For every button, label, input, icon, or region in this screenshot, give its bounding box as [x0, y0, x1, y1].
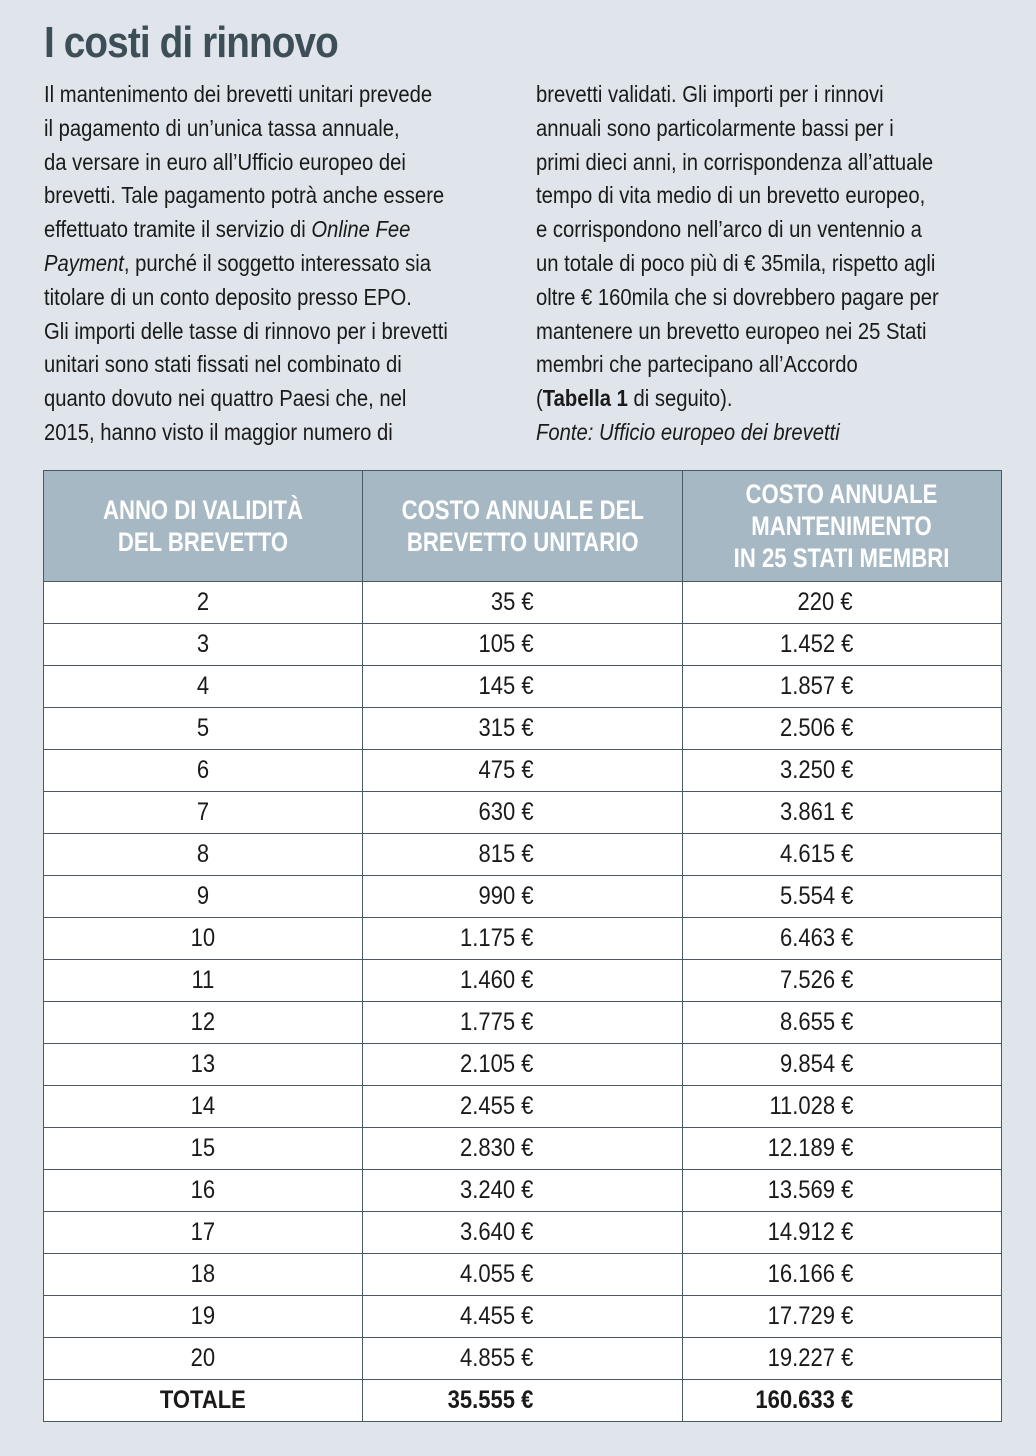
maintenance-cost-cell — [682, 1086, 1001, 1128]
page-title: I costi di rinnovo — [44, 18, 338, 67]
bold-text: Tabella 1 — [542, 385, 628, 412]
year-cell-text: 19 — [190, 1302, 216, 1330]
table-row — [44, 876, 1002, 918]
paragraph-line: il pagamento di un’unica tassa annuale, — [44, 114, 400, 141]
unitary-cost-cell-text: 1.775 € — [460, 1008, 534, 1036]
maintenance-cost-cell-text: 16.166 € — [767, 1260, 853, 1288]
year-cell — [44, 750, 363, 792]
year-cell — [44, 1086, 363, 1128]
renewal-fees-table — [43, 470, 1002, 1422]
unitary-cost-cell — [363, 792, 682, 834]
table-row — [44, 666, 1002, 708]
year-cell-text: 15 — [190, 1134, 216, 1162]
year-cell — [44, 666, 363, 708]
year-cell — [44, 918, 363, 960]
unitary-cost-cell-text: 990 € — [478, 882, 534, 910]
maintenance-cost-cell — [682, 624, 1001, 666]
maintenance-cost-cell-text: 1.857 € — [779, 672, 853, 700]
paragraph-line: da versare in euro all’Ufficio europeo dei — [44, 148, 406, 175]
year-cell-text: 12 — [190, 1008, 216, 1036]
maintenance-cost-cell-text: 7.526 € — [779, 966, 853, 994]
year-cell-text: 18 — [190, 1260, 216, 1288]
maintenance-cost-cell — [682, 918, 1001, 960]
year-cell — [44, 624, 363, 666]
unitary-cost-cell-text: 4.855 € — [460, 1344, 534, 1372]
year-cell — [44, 1128, 363, 1170]
maintenance-cost-cell — [682, 582, 1001, 624]
unitary-cost-cell — [363, 1212, 682, 1254]
maintenance-cost-cell-text: 6.463 € — [779, 924, 853, 952]
maintenance-cost-cell — [682, 1254, 1001, 1296]
maintenance-cost-cell — [682, 1128, 1001, 1170]
maintenance-cost-cell-text: 160.633 € — [755, 1386, 853, 1414]
year-cell-text: 9 — [197, 882, 210, 910]
year-cell — [44, 1212, 363, 1254]
maintenance-cost-cell-text: 5.554 € — [779, 882, 853, 910]
unitary-cost-cell-text: 2.830 € — [460, 1134, 534, 1162]
unitary-cost-cell-text: 145 € — [478, 672, 534, 700]
table-row — [44, 1170, 1002, 1212]
maintenance-cost-cell — [682, 1002, 1001, 1044]
paragraph-line: brevetti. Tale pagamento potrà anche essere — [44, 182, 445, 209]
maintenance-cost-cell-text: 14.912 € — [767, 1218, 853, 1246]
column-header — [44, 471, 363, 582]
paragraph-line — [536, 416, 1011, 450]
unitary-cost-cell — [363, 624, 682, 666]
year-cell-text: 8 — [197, 840, 210, 868]
table-row — [44, 750, 1002, 792]
paragraph-line: brevetti validati. Gli importi per i rinnovi — [536, 81, 884, 107]
table-row — [44, 1254, 1002, 1296]
column-header-text: COSTO ANNUALE MANTENIMENTO IN 25 STATI MEMBRI — [733, 479, 950, 573]
unitary-cost-cell-text: 1.460 € — [460, 966, 534, 994]
unitary-cost-cell — [363, 1086, 682, 1128]
unitary-cost-cell-text: 105 € — [478, 630, 534, 658]
year-cell-text: 3 — [197, 630, 210, 658]
unitary-cost-cell-text: 630 € — [478, 798, 534, 826]
unitary-cost-cell — [363, 1002, 682, 1044]
table-row — [44, 1128, 1002, 1170]
paragraph-line: (Tabella 1 di seguito). — [536, 385, 733, 412]
italic-text: Fonte: Ufficio europeo dei brevetti — [536, 418, 840, 445]
maintenance-cost-cell — [682, 1296, 1001, 1338]
article-column-left — [44, 78, 519, 450]
table-row — [44, 708, 1002, 750]
year-cell — [44, 582, 363, 624]
paragraph-line: Il mantenimento dei brevetti unitari prevede — [44, 81, 433, 107]
maintenance-cost-cell — [682, 1044, 1001, 1086]
unitary-cost-cell — [363, 1170, 682, 1212]
maintenance-cost-cell — [682, 1380, 1001, 1422]
unitary-cost-cell-text: 35 € — [490, 588, 534, 616]
year-cell-text: 7 — [197, 798, 210, 826]
unitary-cost-cell — [363, 708, 682, 750]
maintenance-cost-cell — [682, 834, 1001, 876]
table-header-row — [44, 471, 1002, 582]
unitary-cost-cell-text: 1.175 € — [460, 924, 534, 952]
maintenance-cost-cell — [682, 708, 1001, 750]
year-cell — [44, 1338, 363, 1380]
table-row — [44, 624, 1002, 666]
maintenance-cost-cell-text: 12.189 € — [767, 1134, 853, 1162]
year-cell — [44, 1044, 363, 1086]
table-row — [44, 834, 1002, 876]
unitary-cost-cell — [363, 1338, 682, 1380]
unitary-cost-cell-text: 4.055 € — [460, 1260, 534, 1288]
unitary-cost-cell — [363, 918, 682, 960]
unitary-cost-cell-text: 2.455 € — [460, 1092, 534, 1120]
italic-text: Payment — [44, 249, 124, 276]
maintenance-cost-cell-text: 2.506 € — [779, 714, 853, 742]
year-cell-text: 2 — [197, 588, 210, 616]
unitary-cost-cell — [363, 834, 682, 876]
maintenance-cost-cell-text: 4.615 € — [779, 840, 853, 868]
table-row — [44, 1296, 1002, 1338]
maintenance-cost-cell — [682, 750, 1001, 792]
maintenance-cost-cell-text: 3.250 € — [779, 756, 853, 784]
maintenance-cost-cell — [682, 1170, 1001, 1212]
paragraph-line: un totale di poco più di € 35mila, rispetto agli — [536, 249, 936, 276]
maintenance-cost-cell-text: 11.028 € — [768, 1092, 853, 1120]
paragraph-line: Gli importi delle tasse di rinnovo per i brevetti — [44, 317, 448, 344]
year-cell-text: 4 — [197, 672, 210, 700]
paragraph-line: e corrispondono nell’arco di un ventennio a — [536, 216, 922, 243]
paragraph-line: titolare di un conto deposito presso EPO. — [44, 283, 412, 310]
maintenance-cost-cell-text: 1.452 € — [779, 630, 853, 658]
unitary-cost-cell-text: 35.555 € — [448, 1386, 534, 1414]
year-cell-text: 10 — [190, 924, 216, 952]
table-row — [44, 918, 1002, 960]
table-row — [44, 582, 1002, 624]
unitary-cost-cell — [363, 1044, 682, 1086]
paragraph-line: tempo di vita medio di un brevetto europeo, — [536, 182, 926, 209]
year-cell — [44, 960, 363, 1002]
unitary-cost-cell — [363, 876, 682, 918]
unitary-cost-cell-text: 315 € — [478, 714, 534, 742]
italic-text: Online Fee — [311, 216, 411, 243]
year-cell — [44, 792, 363, 834]
maintenance-cost-cell-text: 17.729 € — [767, 1302, 853, 1330]
table-body — [44, 582, 1002, 1422]
total-row — [44, 1380, 1002, 1422]
unitary-cost-cell — [363, 750, 682, 792]
column-header — [682, 471, 1001, 582]
year-cell-text: 16 — [190, 1176, 216, 1204]
maintenance-cost-cell-text: 220 € — [797, 588, 853, 616]
year-cell-text: TOTALE — [160, 1386, 247, 1414]
year-cell-text: 11 — [191, 966, 215, 994]
maintenance-cost-cell — [682, 1212, 1001, 1254]
table-row — [44, 1086, 1002, 1128]
paragraph-line: Payment, purché il soggetto interessato sia — [44, 249, 432, 276]
column-header — [363, 471, 682, 582]
unitary-cost-cell-text: 4.455 € — [460, 1302, 534, 1330]
paragraph-line: annuali sono particolarmente bassi per i — [536, 114, 894, 141]
paragraph-line: effettuato tramite il servizio di Online Fee — [44, 216, 411, 243]
maintenance-cost-cell — [682, 666, 1001, 708]
table-row — [44, 1212, 1002, 1254]
unitary-cost-cell — [363, 960, 682, 1002]
unitary-cost-cell — [363, 1296, 682, 1338]
unitary-cost-cell — [363, 1380, 682, 1422]
unitary-cost-cell-text: 3.240 € — [460, 1176, 534, 1204]
maintenance-cost-cell-text: 3.861 € — [779, 798, 853, 826]
unitary-cost-cell — [363, 1254, 682, 1296]
unitary-cost-cell-text: 815 € — [478, 840, 534, 868]
maintenance-cost-cell-text: 8.655 € — [779, 1008, 853, 1036]
maintenance-cost-cell-text: 13.569 € — [767, 1176, 853, 1204]
year-cell — [44, 876, 363, 918]
year-cell — [44, 1170, 363, 1212]
unitary-cost-cell-text: 2.105 € — [460, 1050, 534, 1078]
maintenance-cost-cell — [682, 876, 1001, 918]
maintenance-cost-cell — [682, 1338, 1001, 1380]
unitary-cost-cell — [363, 1128, 682, 1170]
year-cell-text: 5 — [197, 714, 210, 742]
unitary-cost-cell — [363, 582, 682, 624]
table-row — [44, 1338, 1002, 1380]
year-cell-text: 14 — [190, 1092, 216, 1120]
year-cell-text: 17 — [190, 1218, 216, 1246]
table-row — [44, 1002, 1002, 1044]
unitary-cost-cell — [363, 666, 682, 708]
article-column-right — [536, 78, 1011, 450]
maintenance-cost-cell — [682, 960, 1001, 1002]
paragraph-line: unitari sono stati fissati nel combinato di — [44, 351, 402, 378]
paragraph-line: mantenere un brevetto europeo nei 25 Stati — [536, 317, 927, 344]
year-cell — [44, 1254, 363, 1296]
paragraph-line: quanto dovuto nei quattro Paesi che, nel — [44, 385, 407, 412]
table-row — [44, 792, 1002, 834]
column-header-text: COSTO ANNUALE DEL BREVETTO UNITARIO — [401, 495, 644, 557]
year-cell — [44, 708, 363, 750]
unitary-cost-cell-text: 475 € — [478, 756, 534, 784]
year-cell — [44, 834, 363, 876]
unitary-cost-cell-text: 3.640 € — [460, 1218, 534, 1246]
table-row — [44, 1044, 1002, 1086]
paragraph-line: membri che partecipano all’Accordo — [536, 351, 858, 378]
maintenance-cost-cell — [682, 792, 1001, 834]
paragraph-line: primi dieci anni, in corrispondenza all’attuale — [536, 148, 934, 175]
year-cell — [44, 1296, 363, 1338]
column-header-text: ANNO DI VALIDITÀ DEL BREVETTO — [103, 495, 304, 557]
table-row — [44, 960, 1002, 1002]
maintenance-cost-cell-text: 19.227 € — [767, 1344, 853, 1372]
year-cell-text: 20 — [190, 1344, 216, 1372]
year-cell-text: 13 — [190, 1050, 216, 1078]
paragraph-line: 2015, hanno visto il maggior numero di — [44, 418, 393, 445]
year-cell — [44, 1380, 363, 1422]
maintenance-cost-cell-text: 9.854 € — [779, 1050, 853, 1078]
paragraph-line: oltre € 160mila che si dovrebbero pagare per — [536, 283, 939, 310]
year-cell — [44, 1002, 363, 1044]
year-cell-text: 6 — [197, 756, 210, 784]
